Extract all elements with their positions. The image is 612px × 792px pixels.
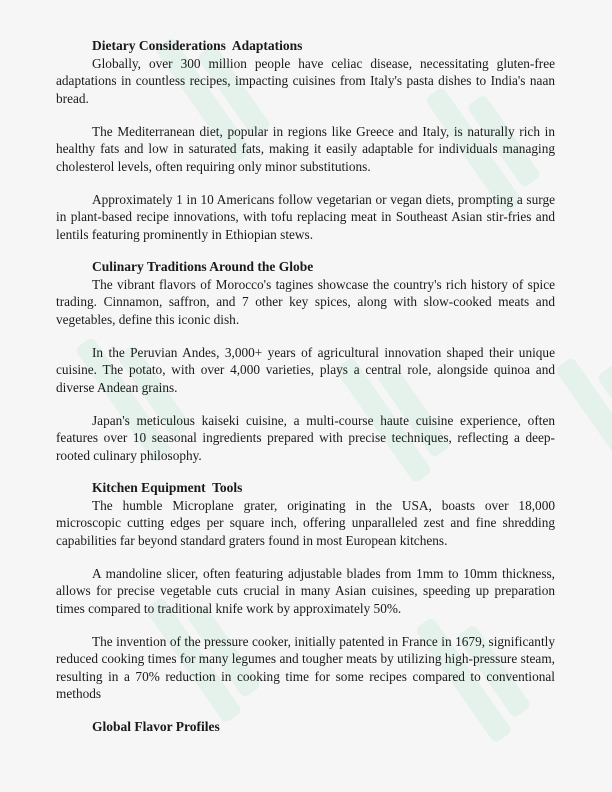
- paragraph: In the Peruvian Andes, 3,000+ years of agricultural innovation shaped their unique cuisine. The potato, with over 4,000 varieties, plays a central role, alongside quinoa and diverse Andean grains.: [56, 344, 555, 395]
- section-heading-dietary: Dietary Considerations Adaptations: [92, 38, 303, 53]
- document-body: [56, 37, 555, 735]
- paragraph: The vibrant flavors of Morocco's tagines showcase the country's rich history of spice trading. Cinnamon, saffron, and 7 other key spices, along with slow-cooked meats and vegetables, define this iconic dish.: [56, 276, 555, 327]
- paragraph: The humble Microplane grater, originating in the USA, boasts over 18,000 microscopic cutting edges per square inch, offering unparalleled zest and fine shredding capabilities far beyond standard graters found in most European kitchens.: [56, 497, 555, 548]
- paragraph: Approximately 1 in 10 Americans follow vegetarian or vegan diets, prompting a surge in plant-based recipe innovations, with tofu replacing meat in Southeast Asian stir-fries and lentils featuring prominently in Ethiopian stews.: [56, 191, 555, 242]
- section-heading-flavor: Global Flavor Profiles: [92, 718, 220, 734]
- section-heading-culinary: Culinary Traditions Around the Globe: [92, 259, 314, 274]
- paragraph: Japan's meticulous kaiseki cuisine, a multi-course haute cuisine experience, often features over 10 seasonal ingredients prepared with precise techniques, reflecting a deep-rooted culinary philosophy.: [56, 412, 555, 463]
- paragraph: Globally, over 300 million people have celiac disease, necessitating gluten-free adaptations in countless recipes, impacting cuisines from Italy's pasta dishes to India's naan bread.: [56, 55, 555, 106]
- paragraph: The invention of the pressure cooker, initially patented in France in 1679, significantly reduced cooking times for many legumes and tougher meats by utilizing high-pressure steam, resulting in a 70% reduction in cooking time for some recipes compared to conventional methods: [56, 633, 555, 701]
- section-heading-kitchen: Kitchen Equipment Tools: [92, 480, 243, 495]
- paragraph: The Mediterranean diet, popular in regions like Greece and Italy, is naturally rich in healthy fats and low in saturated fats, making it easily adaptable for individuals managing cholesterol levels, often requiring only minor substitutions.: [56, 123, 555, 174]
- paragraph: A mandoline slicer, often featuring adjustable blades from 1mm to 10mm thickness, allows for precise vegetable cuts crucial in many Asian cuisines, speeding up preparation times compared to traditional knife work by approximately 50%.: [56, 565, 555, 616]
